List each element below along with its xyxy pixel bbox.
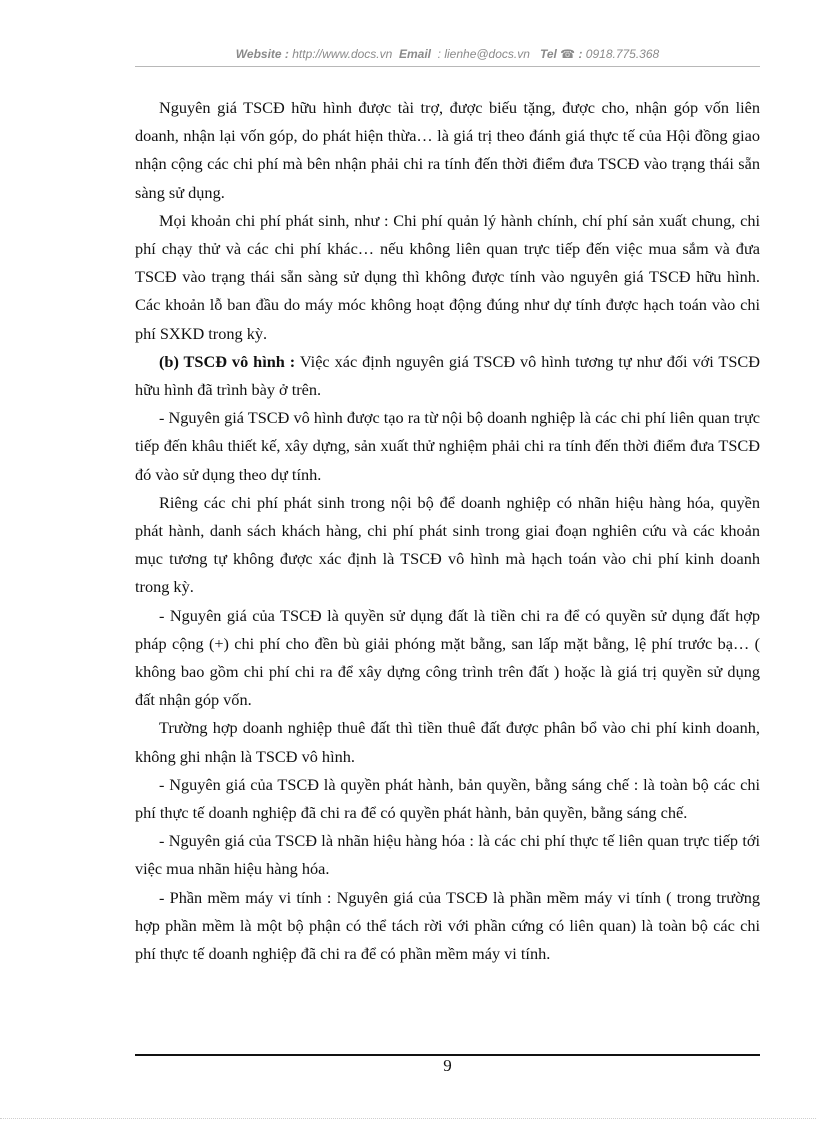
paragraph: - Nguyên giá của TSCĐ là nhãn hiệu hàng hóa : là các chi phí thực tế liên quan trực tiếp tới việc mua nhãn hiệu hàng hóa.	[135, 831, 760, 879]
email-separator: :	[437, 47, 441, 61]
page-bottom-border	[0, 1118, 816, 1119]
paragraph: Trường hợp doanh nghiệp thuê đất thì tiền thuê đất được phân bổ vào chi phí kinh doanh, không ghi nhận là TSCĐ vô hình.	[135, 718, 760, 766]
paragraph: - Phần mềm máy vi tính : Nguyên giá của TSCĐ là phần mềm máy vi tính ( trong trường hợp phần mềm là một bộ phận có thể tách rời với phần cứng có liên quan) là toàn bộ các chi phí thực tế doanh nghiệp đã chi ra để có phần mềm máy vi tính.	[135, 887, 760, 964]
paragraph: Nguyên giá TSCĐ hữu hình được tài trợ, được biếu tặng, được cho, nhận góp vốn liên doanh, nhận lại vốn góp, do phát hiện thừa… là giá trị theo đánh giá thực tế của Hội đồng giao nhận cộng các chi phí mà bên nhận phải chi ra tính đến thời điểm đưa TSCĐ vào trạng thái sẵn sàng sử dụng.	[135, 98, 760, 202]
section-b-heading: (b) TSCĐ vô hình :	[159, 351, 296, 371]
website-url: http://www.docs.vn	[292, 47, 393, 61]
paragraph: - Nguyên giá của TSCĐ là quyền sử dụng đất là tiền chi ra để có quyền sử dụng đất hợp pháp cộng (+) chi phí cho đền bù giải phóng mặt bằng, san lấp mặt bằng, lệ phí trước bạ… ( không bao gồm chi phí chi ra để xây dựng công trình trên đất ) hoặc là giá trị quyền sử dụng đất nhận góp vốn.	[135, 605, 760, 710]
paragraph: - Nguyên giá của TSCĐ là quyền phát hành, bản quyền, bằng sáng chế : là toàn bộ các chi phí thực tế doanh nghiệp đã chi ra để có quyền phát hành, bản quyền, bằng sáng chế.	[135, 774, 760, 823]
section-b-paragraph	[135, 348, 760, 404]
section-b-text: Việc xác định nguyên giá TSCĐ vô hình tương tự như đối với TSCĐ hữu hình đã trình bày ở trên.	[135, 351, 760, 400]
paragraph: - Nguyên giá TSCĐ vô hình được tạo ra từ nội bộ doanh nghiệp là các chi phí liên quan trực tiếp đến khâu thiết kế, xây dựng, sản xuất thử nghiệm phải chi ra tính đến thời điểm đưa TSCĐ đó vào sử dụng theo dự tính.	[135, 408, 760, 484]
page-header	[135, 47, 760, 61]
header-divider	[135, 66, 760, 67]
website-label: Website :	[235, 47, 289, 61]
tel-label: Tel ☎ :	[539, 47, 583, 61]
paragraph: Riêng các chi phí phát sinh trong nội bộ để doanh nghiệp có nhãn hiệu hàng hóa, quyền phát hành, danh sách khách hàng, chi phí phát sinh trong giai đoạn nghiên cứu và các khoản mục tương tự không được xác định là TSCĐ vô hình mà hạch toán vào chi phí kinh doanh trong kỳ.	[135, 492, 760, 597]
email-value: lienhe@docs.vn	[444, 47, 530, 61]
document-body	[135, 94, 760, 968]
page-number: 9	[443, 1056, 452, 1075]
paragraph: Mọi khoản chi phí phát sinh, như : Chi phí quản lý hành chính, chí phí sản xuất chung, chi phí chạy thử và các chi phí khác… nếu không liên quan trực tiếp đến việc mua sắm và đưa TSCĐ vào trạng thái sẵn sàng sử dụng thì không được tính vào nguyên giá TSCĐ hữu hình. Các khoản lỗ ban đầu do máy móc không hoạt động đúng như dự tính được hạch toán vào chi phí SXKD trong kỳ.	[135, 210, 760, 343]
tel-value: 0918.775.368	[585, 47, 660, 61]
email-label: Email	[398, 47, 431, 61]
